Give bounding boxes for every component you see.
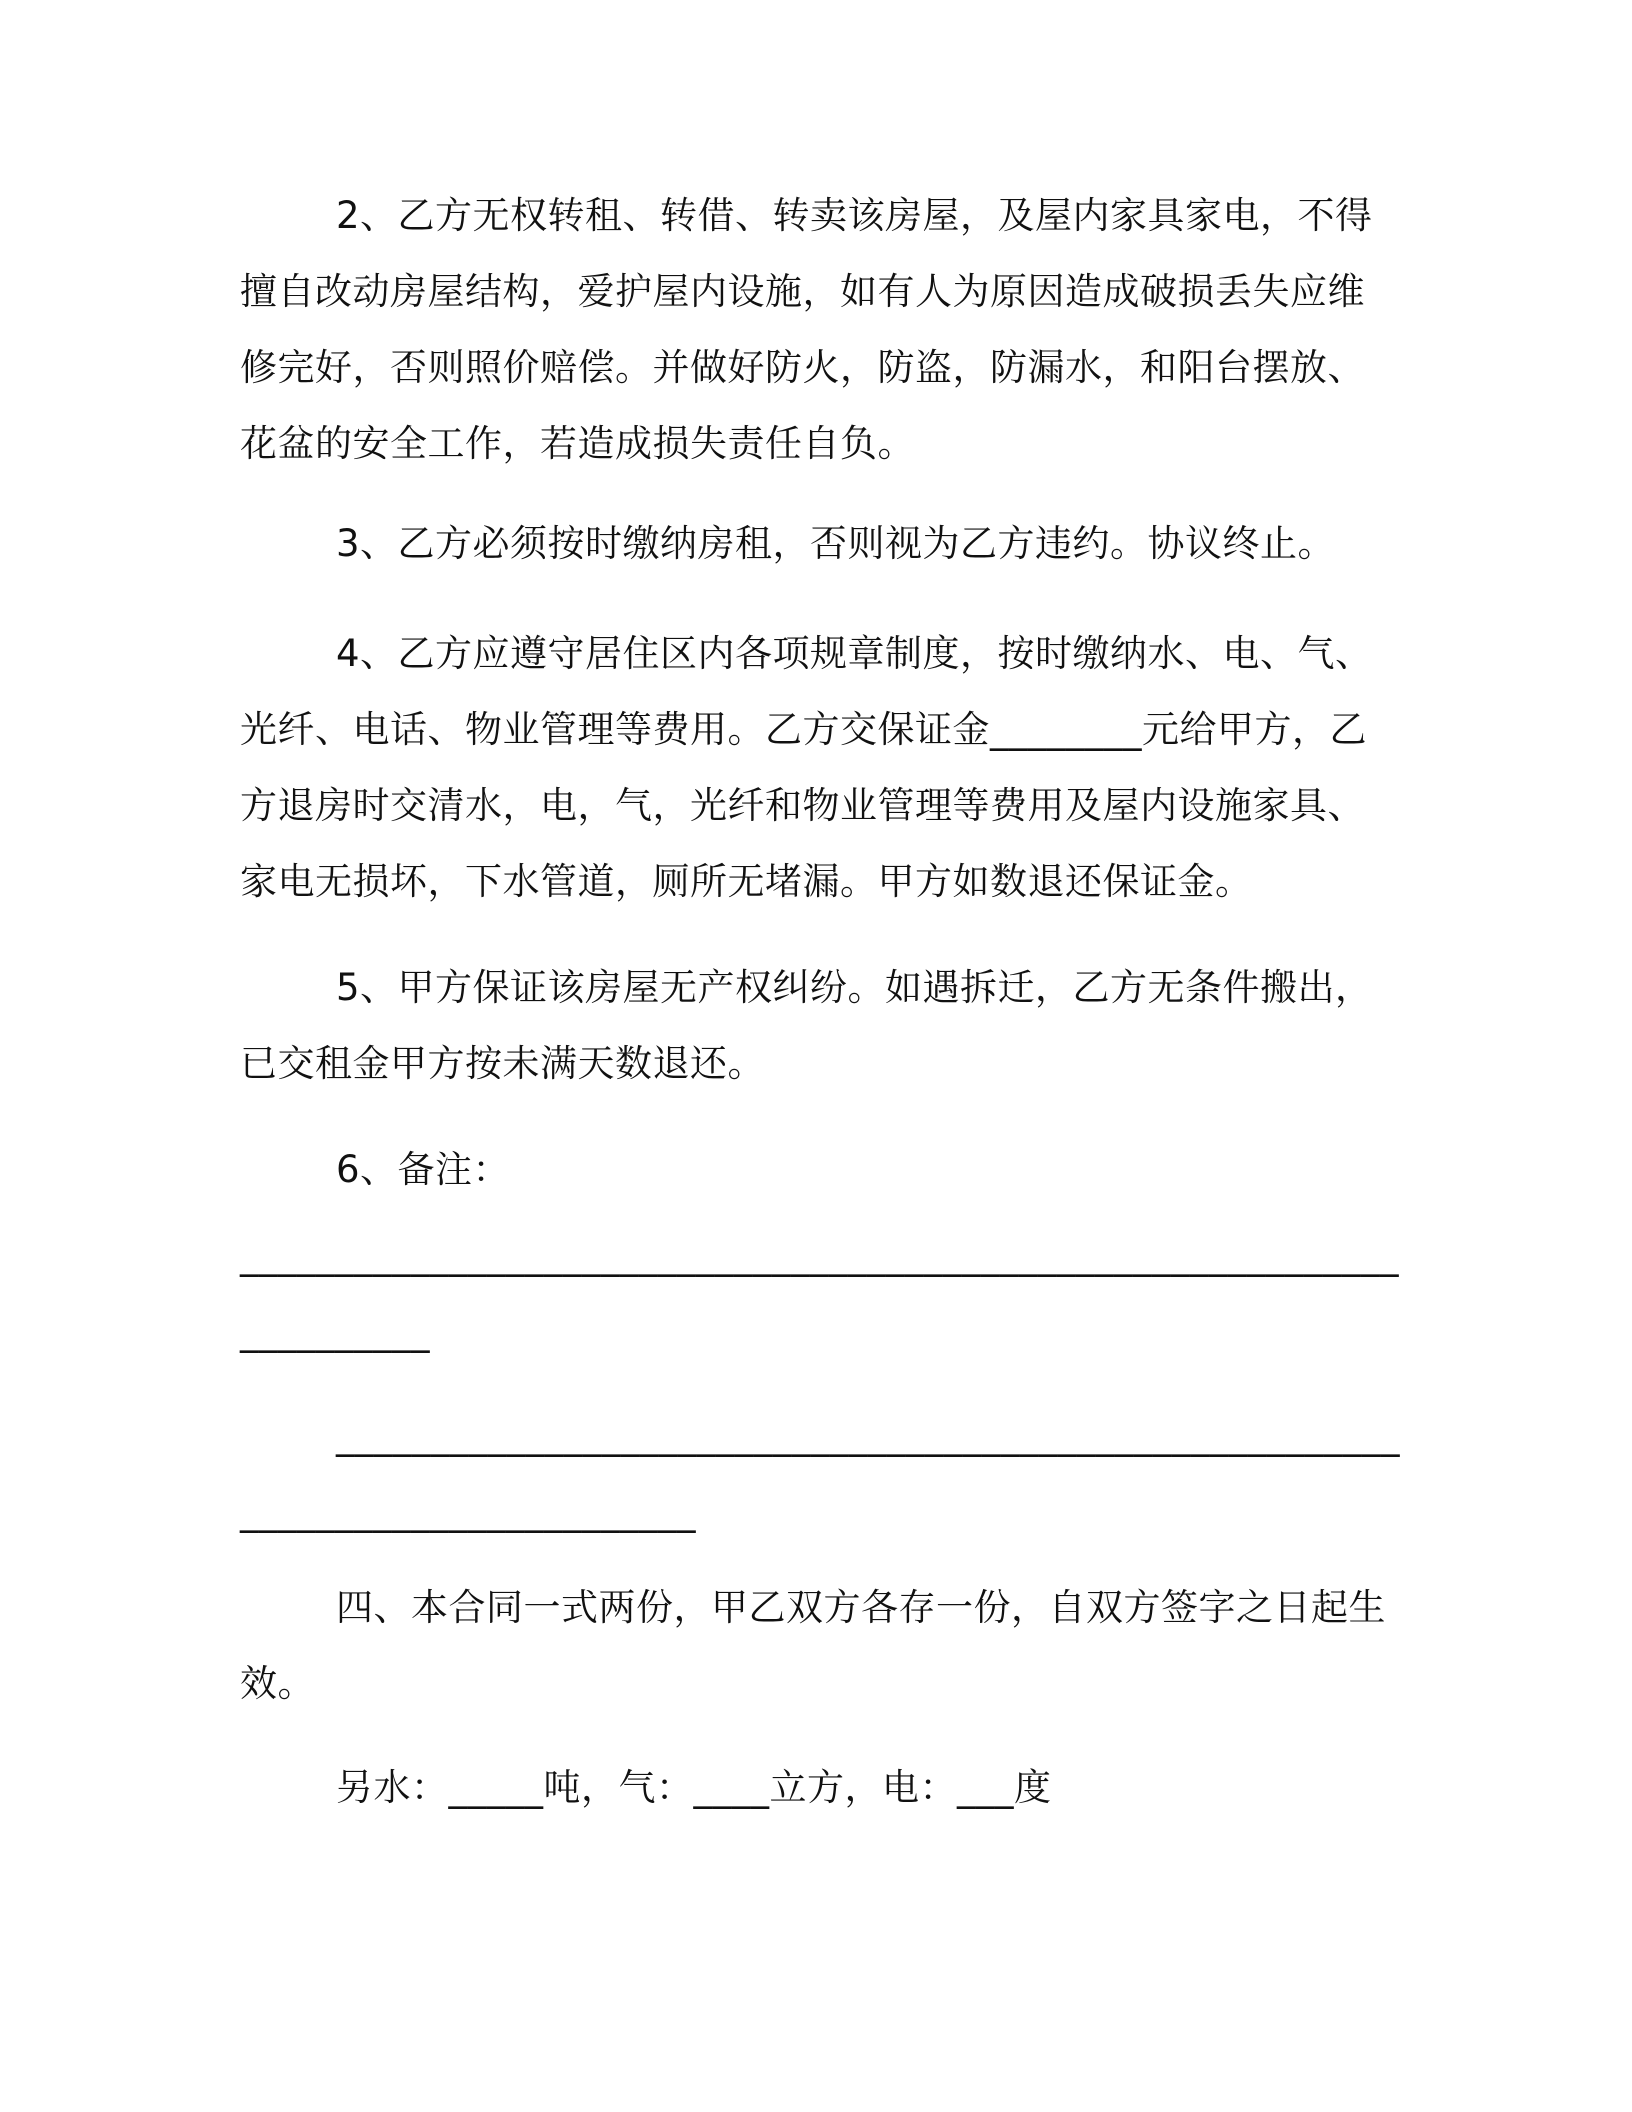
remarks-blank-line-3: ________________________________________________________ xyxy=(336,1414,1400,1457)
clause-5-line-2: 已交租金甲方按未满天数退还。 xyxy=(240,1042,765,1085)
remarks-blank-line-4: ________________________ xyxy=(240,1490,696,1533)
clause-6-label: 6、备注： xyxy=(336,1148,511,1191)
clause-2-line-1: 2、乙方无权转租、转借、转卖该房屋，及屋内家具家电，不得 xyxy=(336,194,1373,237)
remarks-blank-line-2: __________ xyxy=(240,1310,430,1353)
clause-3-line-1: 3、乙方必须按时缴纳房租，否则视为乙方违约。协议终止。 xyxy=(336,522,1336,565)
clause-4-line-4: 家电无损坏，下水管道，厕所无堵漏。甲方如数退还保证金。 xyxy=(240,860,1253,903)
clause-2-line-3: 修完好，否则照价赔偿。并做好防火，防盗，防漏水，和阳台摆放、 xyxy=(240,346,1365,389)
article-4-line-2: 效。 xyxy=(240,1662,315,1705)
article-4-line-1: 四、本合同一式两份，甲乙双方各存一份，自双方签字之日起生 xyxy=(336,1586,1386,1629)
clause-2-line-4: 花盆的安全工作，若造成损失责任自负。 xyxy=(240,422,915,465)
clause-2-line-2: 擅自改动房屋结构，爱护屋内设施，如有人为原因造成破损丢失应维 xyxy=(240,270,1365,313)
clause-4-line-2: 光纤、电话、物业管理等费用。乙方交保证金________元给甲方，乙 xyxy=(240,708,1367,751)
clause-5-line-1: 5、甲方保证该房屋无产权纠纷。如遇拆迁，乙方无条件搬出， xyxy=(336,966,1373,1009)
remarks-blank-line-1: _____________________________________________________________ xyxy=(240,1234,1399,1277)
clause-4-line-3: 方退房时交清水，电，气，光纤和物业管理等费用及屋内设施家具、 xyxy=(240,784,1365,827)
utilities-line: 另水：_____吨，气：____立方，电：___度 xyxy=(336,1766,1052,1809)
clause-4-line-1: 4、乙方应遵守居住区内各项规章制度，按时缴纳水、电、气、 xyxy=(336,632,1373,675)
